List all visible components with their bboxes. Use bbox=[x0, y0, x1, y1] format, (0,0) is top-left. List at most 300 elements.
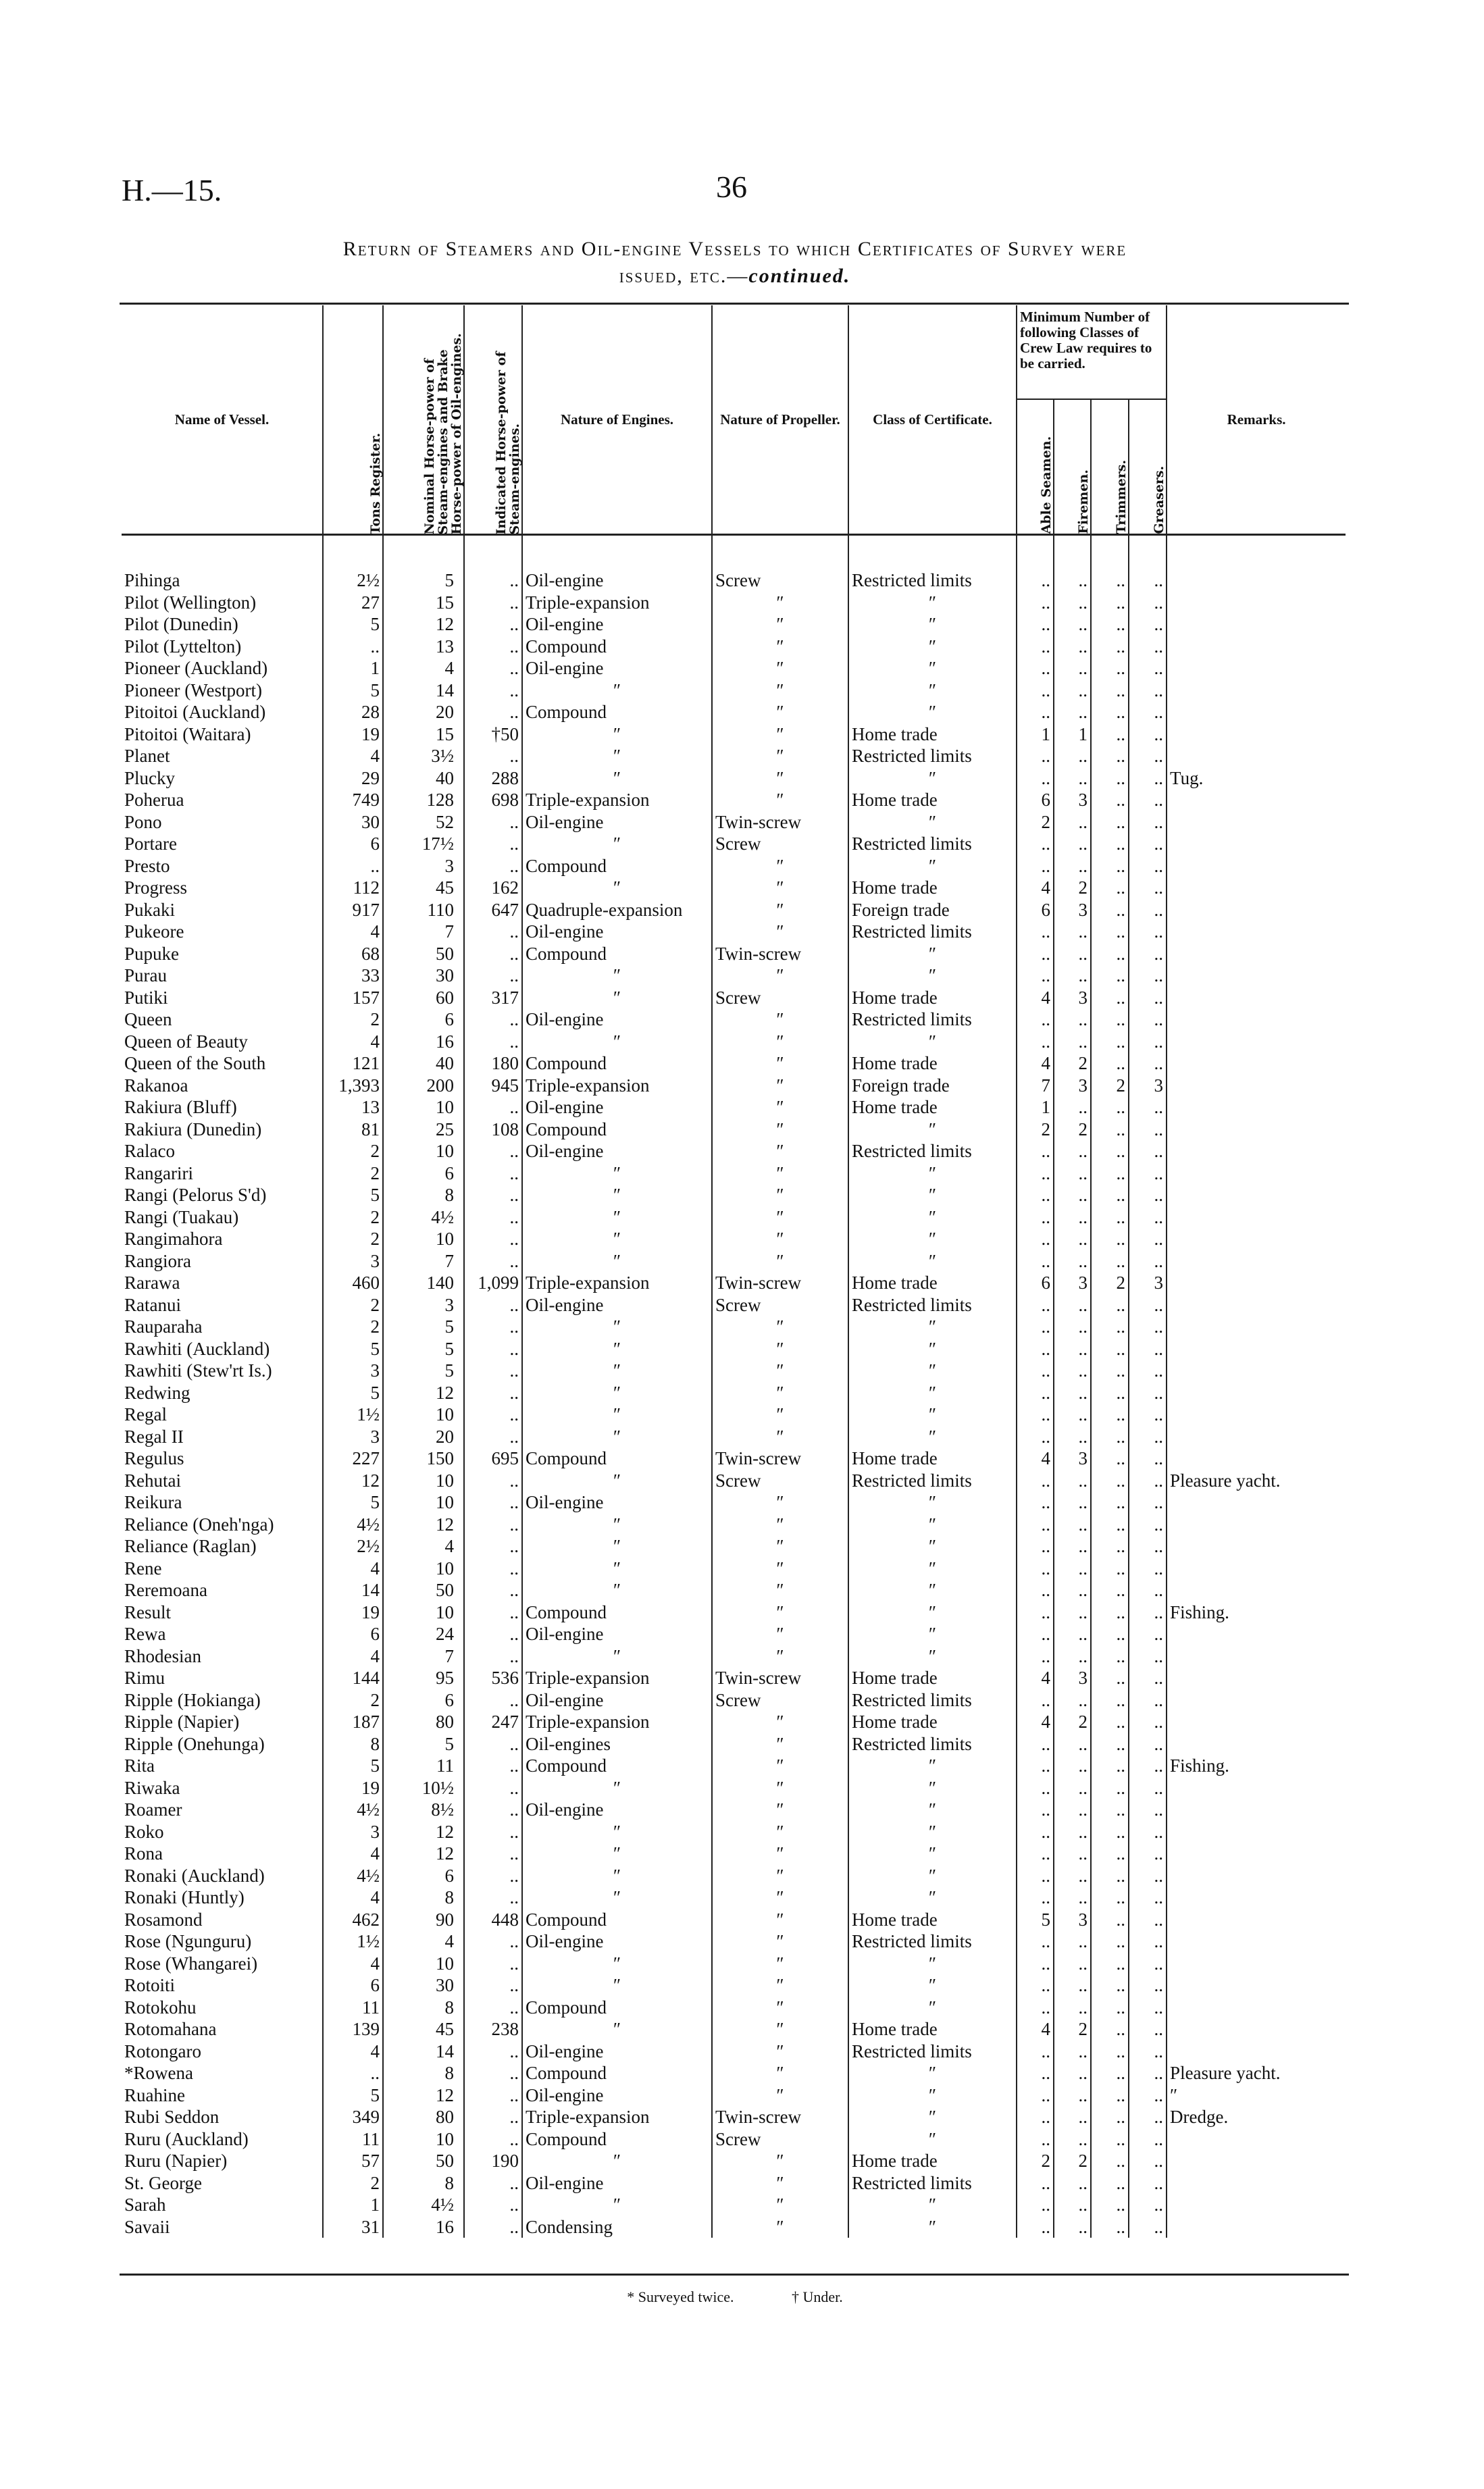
trimmers: .. bbox=[1091, 1426, 1129, 1448]
certificate-class: ″ bbox=[848, 1953, 1017, 1975]
propeller-type: ″ bbox=[712, 1052, 848, 1075]
engine-type: ″ bbox=[522, 1777, 712, 1799]
indicated-hp: .. bbox=[464, 1887, 522, 1909]
greasers: .. bbox=[1129, 1447, 1167, 1470]
nominal-hp: 40 bbox=[383, 1052, 464, 1075]
propeller-type: Screw bbox=[712, 1294, 848, 1316]
remarks bbox=[1167, 723, 1346, 746]
greasers: .. bbox=[1129, 789, 1167, 811]
indicated-hp: .. bbox=[464, 1799, 522, 1821]
tons-register: 2½ bbox=[323, 535, 383, 592]
remarks bbox=[1167, 1514, 1346, 1536]
vessel-name: Pitoitoi (Auckland) bbox=[124, 702, 266, 722]
able-seamen: .. bbox=[1017, 701, 1054, 723]
remarks bbox=[1167, 2018, 1346, 2041]
vessel-name: Rakiura (Bluff) bbox=[124, 1097, 237, 1117]
trimmers: .. bbox=[1091, 1799, 1129, 1821]
certificate-class: ″ bbox=[848, 811, 1017, 833]
indicated-hp: .. bbox=[464, 1250, 522, 1273]
greasers: .. bbox=[1129, 2150, 1167, 2172]
able-seamen: 2 bbox=[1017, 2150, 1054, 2172]
nominal-hp: 5 bbox=[383, 535, 464, 592]
propeller-type: ″ bbox=[712, 1974, 848, 1997]
certificate-class: ″ bbox=[848, 1579, 1017, 1601]
table-row bbox=[122, 1206, 1346, 1229]
certificate-class: Restricted limits bbox=[848, 1930, 1017, 1953]
propeller-type: ″ bbox=[712, 1404, 848, 1426]
indicated-hp: .. bbox=[464, 2194, 522, 2216]
trimmers: .. bbox=[1091, 2041, 1129, 2063]
propeller-type: ″ bbox=[712, 2084, 848, 2107]
able-seamen: .. bbox=[1017, 592, 1054, 614]
greasers: .. bbox=[1129, 1031, 1167, 1053]
vessel-name: Rotoiti bbox=[124, 1975, 176, 1995]
trimmers: .. bbox=[1091, 1294, 1129, 1316]
vessel-name: Rangi (Pelorus S'd) bbox=[124, 1185, 267, 1205]
greasers: .. bbox=[1129, 2128, 1167, 2151]
engine-type: Quadruple-expansion bbox=[522, 899, 712, 921]
tons-register: 11 bbox=[323, 2128, 383, 2151]
greasers: 3 bbox=[1129, 1272, 1167, 1294]
firemen: .. bbox=[1054, 613, 1091, 636]
nominal-hp: 20 bbox=[383, 701, 464, 723]
engine-type: Oil-engine bbox=[522, 1491, 712, 1514]
nominal-hp: 8 bbox=[383, 1997, 464, 2019]
certificate-class: ″ bbox=[848, 2106, 1017, 2128]
table-row bbox=[122, 1733, 1346, 1755]
firemen: .. bbox=[1054, 1733, 1091, 1755]
greasers: .. bbox=[1129, 701, 1167, 723]
remarks bbox=[1167, 1843, 1346, 1865]
engine-type: Compound bbox=[522, 1601, 712, 1624]
able-seamen: 4 bbox=[1017, 877, 1054, 899]
tons-register: 31 bbox=[323, 2216, 383, 2238]
table-row bbox=[122, 1184, 1346, 1206]
certificate-class: ″ bbox=[848, 2194, 1017, 2216]
propeller-type: ″ bbox=[712, 1887, 848, 1909]
tons-register: 28 bbox=[323, 701, 383, 723]
table-row bbox=[122, 1843, 1346, 1865]
certificate-class: ″ bbox=[848, 2128, 1017, 2151]
tons-register: 2 bbox=[323, 1140, 383, 1162]
nominal-hp: 8 bbox=[383, 2172, 464, 2195]
certificate-class: ″ bbox=[848, 1799, 1017, 1821]
footnote-surveyed-twice: * Surveyed twice. bbox=[627, 2288, 734, 2305]
certificate-class: ″ bbox=[848, 1974, 1017, 1997]
remarks: ″ bbox=[1167, 2084, 1346, 2107]
engine-type: ″ bbox=[522, 1250, 712, 1273]
tons-register: 57 bbox=[323, 2150, 383, 2172]
remarks bbox=[1167, 921, 1346, 943]
vessel-name: Roko bbox=[124, 1821, 164, 1842]
nominal-hp: 4½ bbox=[383, 2194, 464, 2216]
trimmers: .. bbox=[1091, 2084, 1129, 2107]
certificate-class: ″ bbox=[848, 1777, 1017, 1799]
tons-register: 8 bbox=[323, 1733, 383, 1755]
remarks bbox=[1167, 1777, 1346, 1799]
indicated-hp: .. bbox=[464, 2128, 522, 2151]
engine-type: ″ bbox=[522, 833, 712, 855]
indicated-hp: 698 bbox=[464, 789, 522, 811]
vessel-name: St. George bbox=[124, 2172, 202, 2193]
bottom-rule bbox=[120, 2274, 1349, 2276]
table-row bbox=[122, 1777, 1346, 1799]
vessel-name: Plucky bbox=[124, 767, 176, 788]
engine-type: Oil-engine bbox=[522, 921, 712, 943]
nominal-hp: 50 bbox=[383, 943, 464, 965]
greasers: .. bbox=[1129, 1491, 1167, 1514]
tons-register: 19 bbox=[323, 1777, 383, 1799]
certificate-class: Home trade bbox=[848, 1272, 1017, 1294]
nominal-hp: 6 bbox=[383, 1162, 464, 1185]
propeller-type: ″ bbox=[712, 1909, 848, 1931]
nominal-hp: 8 bbox=[383, 1184, 464, 1206]
remarks bbox=[1167, 657, 1346, 679]
col-indicated-hp: Indicated Horse-power of Steam-engines. bbox=[464, 305, 522, 535]
tons-register: 4½ bbox=[323, 1865, 383, 1887]
engine-type: ″ bbox=[522, 987, 712, 1009]
table-row bbox=[122, 1491, 1346, 1514]
firemen: 2 bbox=[1054, 2018, 1091, 2041]
tons-register: 4 bbox=[323, 1887, 383, 1909]
table-row bbox=[122, 1579, 1346, 1601]
vessel-name: Rauparaha bbox=[124, 1316, 203, 1337]
engine-type: ″ bbox=[522, 1865, 712, 1887]
nominal-hp: 80 bbox=[383, 1711, 464, 1733]
remarks bbox=[1167, 1711, 1346, 1733]
col-trimmers: Trimmers. bbox=[1091, 399, 1129, 535]
indicated-hp: 238 bbox=[464, 2018, 522, 2041]
firemen: .. bbox=[1054, 535, 1091, 592]
propeller-type: ″ bbox=[712, 1140, 848, 1162]
greasers: .. bbox=[1129, 921, 1167, 943]
col-engines: Nature of Engines. bbox=[522, 305, 712, 535]
engine-type: ″ bbox=[522, 1426, 712, 1448]
table-row bbox=[122, 636, 1346, 658]
tons-register: 4½ bbox=[323, 1799, 383, 1821]
table-row bbox=[122, 1558, 1346, 1580]
tons-register: 5 bbox=[323, 613, 383, 636]
nominal-hp: 45 bbox=[383, 2018, 464, 2041]
greasers: .. bbox=[1129, 1799, 1167, 1821]
certificate-class: ″ bbox=[848, 1184, 1017, 1206]
indicated-hp: .. bbox=[464, 1031, 522, 1053]
table-row bbox=[122, 1623, 1346, 1645]
vessel-name: Queen of Beauty bbox=[124, 1031, 248, 1052]
remarks bbox=[1167, 1404, 1346, 1426]
engine-type: ″ bbox=[522, 2150, 712, 2172]
firemen: .. bbox=[1054, 701, 1091, 723]
indicated-hp: .. bbox=[464, 2172, 522, 2195]
remarks bbox=[1167, 1667, 1346, 1689]
table-row bbox=[122, 2172, 1346, 2195]
engine-type: Triple-expansion bbox=[522, 2106, 712, 2128]
indicated-hp: .. bbox=[464, 1601, 522, 1624]
remarks bbox=[1167, 1974, 1346, 1997]
firemen: .. bbox=[1054, 1162, 1091, 1185]
propeller-type: ″ bbox=[712, 899, 848, 921]
table-row bbox=[122, 1140, 1346, 1162]
indicated-hp: .. bbox=[464, 855, 522, 877]
table-row bbox=[122, 1799, 1346, 1821]
trimmers: .. bbox=[1091, 1228, 1129, 1250]
trimmers: .. bbox=[1091, 1162, 1129, 1185]
greasers: .. bbox=[1129, 1426, 1167, 1448]
table-row bbox=[122, 1075, 1346, 1097]
propeller-type: ″ bbox=[712, 592, 848, 614]
indicated-hp: 162 bbox=[464, 877, 522, 899]
firemen: .. bbox=[1054, 811, 1091, 833]
vessel-name: Presto bbox=[124, 855, 170, 876]
tons-register: 1½ bbox=[323, 1404, 383, 1426]
engine-type: Triple-expansion bbox=[522, 1711, 712, 1733]
remarks bbox=[1167, 833, 1346, 855]
table-row bbox=[122, 1974, 1346, 1997]
nominal-hp: 10 bbox=[383, 1096, 464, 1119]
nominal-hp: 7 bbox=[383, 1250, 464, 1273]
table-row bbox=[122, 613, 1346, 636]
tons-register: 2 bbox=[323, 1206, 383, 1229]
remarks bbox=[1167, 2128, 1346, 2151]
trimmers: .. bbox=[1091, 899, 1129, 921]
propeller-type: ″ bbox=[712, 1865, 848, 1887]
nominal-hp: 10 bbox=[383, 1491, 464, 1514]
firemen: .. bbox=[1054, 1426, 1091, 1448]
engine-type: Oil-engine bbox=[522, 1689, 712, 1712]
certificate-class: ″ bbox=[848, 1558, 1017, 1580]
greasers: .. bbox=[1129, 767, 1167, 790]
tons-register: 460 bbox=[323, 1272, 383, 1294]
remarks bbox=[1167, 1865, 1346, 1887]
engine-type: ″ bbox=[522, 1470, 712, 1492]
engine-type: ″ bbox=[522, 1162, 712, 1185]
engine-type: Oil-engine bbox=[522, 1008, 712, 1031]
table-row bbox=[122, 1008, 1346, 1031]
vessel-name: Rarawa bbox=[124, 1273, 180, 1293]
trimmers: .. bbox=[1091, 1601, 1129, 1624]
able-seamen: .. bbox=[1017, 1008, 1054, 1031]
remarks bbox=[1167, 1909, 1346, 1931]
remarks bbox=[1167, 1689, 1346, 1712]
nominal-hp: 128 bbox=[383, 789, 464, 811]
table-row bbox=[122, 1404, 1346, 1426]
propeller-type: ″ bbox=[712, 1953, 848, 1975]
nominal-hp: 15 bbox=[383, 723, 464, 746]
trimmers: .. bbox=[1091, 1558, 1129, 1580]
firemen: .. bbox=[1054, 1601, 1091, 1624]
propeller-type: ″ bbox=[712, 921, 848, 943]
remarks bbox=[1167, 1579, 1346, 1601]
indicated-hp: .. bbox=[464, 1953, 522, 1975]
table-row bbox=[122, 789, 1346, 811]
greasers: .. bbox=[1129, 2194, 1167, 2216]
trimmers: .. bbox=[1091, 2194, 1129, 2216]
trimmers: .. bbox=[1091, 1997, 1129, 2019]
indicated-hp: 288 bbox=[464, 767, 522, 790]
firemen: .. bbox=[1054, 2084, 1091, 2107]
able-seamen: .. bbox=[1017, 1426, 1054, 1448]
greasers: .. bbox=[1129, 1140, 1167, 1162]
able-seamen: .. bbox=[1017, 1228, 1054, 1250]
nominal-hp: 40 bbox=[383, 767, 464, 790]
certificate-class: Restricted limits bbox=[848, 2172, 1017, 2195]
table-row bbox=[122, 592, 1346, 614]
trimmers: .. bbox=[1091, 1865, 1129, 1887]
vessel-name: Roamer bbox=[124, 1799, 182, 1820]
remarks bbox=[1167, 1953, 1346, 1975]
propeller-type: ″ bbox=[712, 2172, 848, 2195]
tons-register: 5 bbox=[323, 679, 383, 702]
nominal-hp: 110 bbox=[383, 899, 464, 921]
tons-register: 2 bbox=[323, 1316, 383, 1338]
greasers: .. bbox=[1129, 899, 1167, 921]
trimmers: .. bbox=[1091, 1843, 1129, 1865]
nominal-hp: 6 bbox=[383, 1865, 464, 1887]
nominal-hp: 10 bbox=[383, 2128, 464, 2151]
propeller-type: ″ bbox=[712, 1799, 848, 1821]
remarks bbox=[1167, 701, 1346, 723]
engine-type: Triple-expansion bbox=[522, 1075, 712, 1097]
indicated-hp: 448 bbox=[464, 1909, 522, 1931]
nominal-hp: 3 bbox=[383, 1294, 464, 1316]
table-row bbox=[122, 2128, 1346, 2151]
table-row bbox=[122, 1162, 1346, 1185]
propeller-type: ″ bbox=[712, 1338, 848, 1360]
propeller-type: ″ bbox=[712, 1075, 848, 1097]
remarks bbox=[1167, 1316, 1346, 1338]
able-seamen: .. bbox=[1017, 1974, 1054, 1997]
vessel-name: Rose (Ngunguru) bbox=[124, 1931, 252, 1951]
nominal-hp: 80 bbox=[383, 2106, 464, 2128]
greasers: .. bbox=[1129, 2041, 1167, 2063]
trimmers: .. bbox=[1091, 1777, 1129, 1799]
greasers: .. bbox=[1129, 2172, 1167, 2195]
firemen: .. bbox=[1054, 2194, 1091, 2216]
firemen: .. bbox=[1054, 965, 1091, 987]
able-seamen: 4 bbox=[1017, 2018, 1054, 2041]
document-id: H.—15. bbox=[122, 173, 222, 207]
vessel-name: Rita bbox=[124, 1755, 155, 1776]
vessel-name: Rakiura (Dunedin) bbox=[124, 1119, 262, 1139]
engine-type: Oil-engine bbox=[522, 1623, 712, 1645]
propeller-type: ″ bbox=[712, 1755, 848, 1777]
certificate-class: ″ bbox=[848, 1755, 1017, 1777]
table-row bbox=[122, 2018, 1346, 2041]
nominal-hp: 7 bbox=[383, 1645, 464, 1668]
remarks bbox=[1167, 2216, 1346, 2238]
able-seamen: .. bbox=[1017, 1184, 1054, 1206]
able-seamen: .. bbox=[1017, 1382, 1054, 1404]
engine-type: ″ bbox=[522, 1579, 712, 1601]
propeller-type: ″ bbox=[712, 1514, 848, 1536]
certificate-class: ″ bbox=[848, 855, 1017, 877]
remarks: Pleasure yacht. bbox=[1167, 1470, 1346, 1492]
vessel-name: Pioneer (Auckland) bbox=[124, 658, 268, 678]
indicated-hp: 317 bbox=[464, 987, 522, 1009]
nominal-hp: 5 bbox=[383, 1338, 464, 1360]
able-seamen: .. bbox=[1017, 1843, 1054, 1865]
vessel-name: Pilot (Lyttelton) bbox=[124, 636, 242, 657]
engine-type: Oil-engine bbox=[522, 2084, 712, 2107]
vessel-name: Rangiora bbox=[124, 1250, 191, 1271]
greasers: 3 bbox=[1129, 1075, 1167, 1097]
able-seamen: 4 bbox=[1017, 1667, 1054, 1689]
header-row bbox=[122, 305, 1346, 399]
greasers: .. bbox=[1129, 1821, 1167, 1843]
trimmers: .. bbox=[1091, 535, 1129, 592]
nominal-hp: 5 bbox=[383, 1733, 464, 1755]
trimmers: .. bbox=[1091, 636, 1129, 658]
propeller-type: Twin-screw bbox=[712, 1447, 848, 1470]
indicated-hp: .. bbox=[464, 701, 522, 723]
table-row bbox=[122, 1294, 1346, 1316]
indicated-hp: .. bbox=[464, 1974, 522, 1997]
engine-type: Oil-engine bbox=[522, 535, 712, 592]
remarks bbox=[1167, 1382, 1346, 1404]
tons-register: 4 bbox=[323, 1645, 383, 1668]
able-seamen: .. bbox=[1017, 657, 1054, 679]
firemen: .. bbox=[1054, 833, 1091, 855]
certificate-class: ″ bbox=[848, 1491, 1017, 1514]
nominal-hp: 4 bbox=[383, 1930, 464, 1953]
remarks bbox=[1167, 1250, 1346, 1273]
nominal-hp: 4 bbox=[383, 1535, 464, 1558]
indicated-hp: .. bbox=[464, 1491, 522, 1514]
certificate-class: Restricted limits bbox=[848, 1140, 1017, 1162]
nominal-hp: 11 bbox=[383, 1755, 464, 1777]
greasers: .. bbox=[1129, 1316, 1167, 1338]
trimmers: .. bbox=[1091, 1909, 1129, 1931]
remarks bbox=[1167, 535, 1346, 592]
vessel-name: Planet bbox=[124, 746, 170, 766]
vessel-name: Ripple (Hokianga) bbox=[124, 1689, 261, 1710]
able-seamen: .. bbox=[1017, 2106, 1054, 2128]
firemen: .. bbox=[1054, 855, 1091, 877]
indicated-hp: 180 bbox=[464, 1052, 522, 1075]
engine-type: Compound bbox=[522, 1447, 712, 1470]
greasers: .. bbox=[1129, 855, 1167, 877]
engine-type: ″ bbox=[522, 1974, 712, 1997]
firemen: .. bbox=[1054, 1579, 1091, 1601]
vessel-name: Regulus bbox=[124, 1448, 184, 1468]
firemen: .. bbox=[1054, 1470, 1091, 1492]
propeller-type: ″ bbox=[712, 1579, 848, 1601]
nominal-hp: 20 bbox=[383, 1426, 464, 1448]
remarks bbox=[1167, 1294, 1346, 1316]
trimmers: .. bbox=[1091, 1404, 1129, 1426]
engine-type: Oil-engine bbox=[522, 1930, 712, 1953]
certificate-class: ″ bbox=[848, 767, 1017, 790]
indicated-hp: .. bbox=[464, 2062, 522, 2084]
tons-register: 749 bbox=[323, 789, 383, 811]
propeller-type: ″ bbox=[712, 1645, 848, 1668]
nominal-hp: 12 bbox=[383, 1514, 464, 1536]
table-row bbox=[122, 833, 1346, 855]
vessel-name: Pilot (Dunedin) bbox=[124, 614, 238, 634]
vessel-name: Reliance (Oneh'nga) bbox=[124, 1514, 274, 1535]
indicated-hp: .. bbox=[464, 2041, 522, 2063]
propeller-type: ″ bbox=[712, 2041, 848, 2063]
tons-register: 2 bbox=[323, 1689, 383, 1712]
certificate-class: ″ bbox=[848, 1316, 1017, 1338]
engine-type: ″ bbox=[522, 1821, 712, 1843]
firemen: .. bbox=[1054, 1689, 1091, 1712]
table-row bbox=[122, 701, 1346, 723]
trimmers: 2 bbox=[1091, 1272, 1129, 1294]
firemen: .. bbox=[1054, 592, 1091, 614]
tons-register: .. bbox=[323, 636, 383, 658]
indicated-hp: 695 bbox=[464, 1447, 522, 1470]
